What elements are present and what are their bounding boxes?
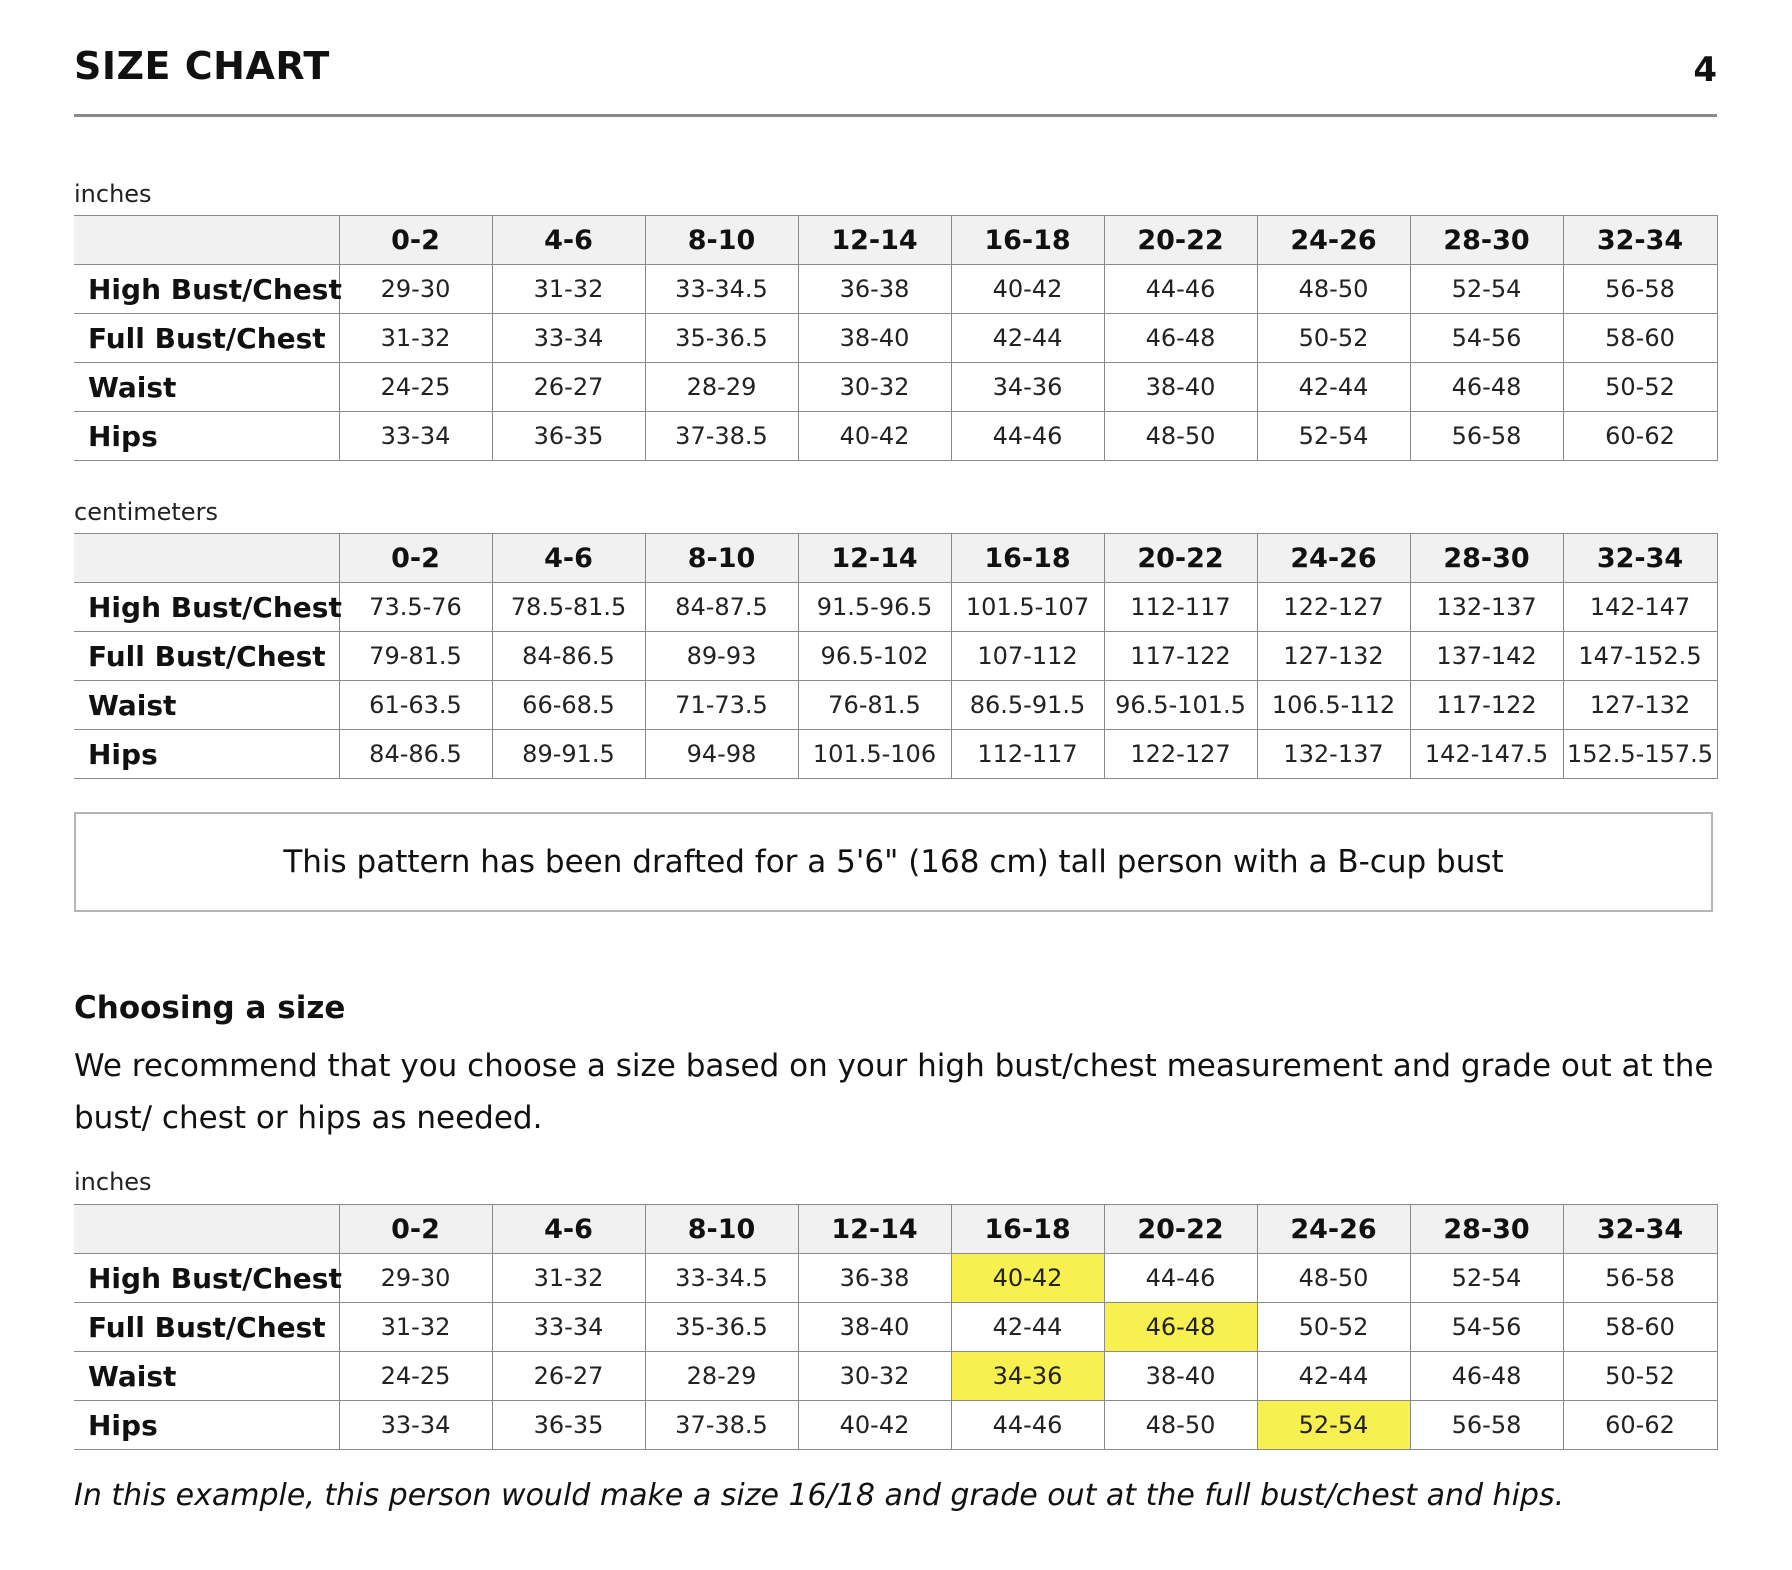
size-header: 4-6	[492, 534, 645, 583]
table-row	[74, 632, 1717, 681]
measurement-cell: 44-46	[951, 412, 1104, 461]
measurement-cell: 38-40	[1104, 1352, 1257, 1401]
measurement-cell: 52-54	[1410, 265, 1563, 314]
measurement-cell: 42-44	[951, 1303, 1104, 1352]
table-header-row	[74, 216, 1717, 265]
table-row	[74, 412, 1717, 461]
table-row	[74, 1401, 1717, 1450]
measurement-cell: 142-147	[1563, 583, 1717, 632]
table-row	[74, 314, 1717, 363]
table-corner-cell	[74, 216, 339, 265]
measurement-cell: 54-56	[1410, 314, 1563, 363]
table-row	[74, 681, 1717, 730]
measurement-cell: 36-38	[798, 265, 951, 314]
measurement-label: Waist	[74, 363, 339, 412]
measurement-cell: 152.5-157.5	[1563, 730, 1717, 779]
measurement-cell: 84-87.5	[645, 583, 798, 632]
measurement-cell: 31-32	[339, 1303, 492, 1352]
measurement-cell: 84-86.5	[492, 632, 645, 681]
size-header: 32-34	[1563, 1205, 1717, 1254]
measurement-cell: 33-34.5	[645, 1254, 798, 1303]
measurement-cell: 117-122	[1104, 632, 1257, 681]
size-header: 20-22	[1104, 1205, 1257, 1254]
measurement-cell: 76-81.5	[798, 681, 951, 730]
measurement-label: Full Bust/Chest	[74, 1303, 339, 1352]
size-header: 0-2	[339, 1205, 492, 1254]
size-header: 28-30	[1410, 216, 1563, 265]
measurement-cell: 42-44	[1257, 363, 1410, 412]
measurement-cell: 37-38.5	[645, 412, 798, 461]
measurement-cell: 52-54	[1410, 1254, 1563, 1303]
measurement-cell: 73.5-76	[339, 583, 492, 632]
size-table-inches	[74, 215, 1718, 461]
measurement-cell: 35-36.5	[645, 314, 798, 363]
measurement-cell: 29-30	[339, 265, 492, 314]
size-header: 12-14	[798, 1205, 951, 1254]
measurement-cell: 35-36.5	[645, 1303, 798, 1352]
measurement-cell: 44-46	[1104, 265, 1257, 314]
measurement-label: High Bust/Chest	[74, 1254, 339, 1303]
measurement-cell: 30-32	[798, 1352, 951, 1401]
measurement-cell: 31-32	[492, 1254, 645, 1303]
measurement-label: Hips	[74, 1401, 339, 1450]
measurement-cell: 37-38.5	[645, 1401, 798, 1450]
measurement-cell: 38-40	[1104, 363, 1257, 412]
unit-label-centimeters: centimeters	[74, 498, 218, 526]
measurement-cell: 127-132	[1257, 632, 1410, 681]
measurement-cell: 142-147.5	[1410, 730, 1563, 779]
measurement-cell: 33-34	[339, 412, 492, 461]
measurement-cell: 56-58	[1563, 1254, 1717, 1303]
highlighted-measurement-cell: 40-42	[951, 1254, 1104, 1303]
measurement-cell: 107-112	[951, 632, 1104, 681]
measurement-cell: 89-93	[645, 632, 798, 681]
size-header: 12-14	[798, 534, 951, 583]
measurement-cell: 36-38	[798, 1254, 951, 1303]
measurement-cell: 84-86.5	[339, 730, 492, 779]
table-row	[74, 265, 1717, 314]
size-header: 8-10	[645, 1205, 798, 1254]
measurement-cell: 137-142	[1410, 632, 1563, 681]
size-header: 16-18	[951, 216, 1104, 265]
measurement-cell: 46-48	[1410, 363, 1563, 412]
measurement-cell: 56-58	[1410, 412, 1563, 461]
measurement-cell: 89-91.5	[492, 730, 645, 779]
table-row	[74, 730, 1717, 779]
measurement-cell: 132-137	[1410, 583, 1563, 632]
measurement-label: High Bust/Chest	[74, 265, 339, 314]
measurement-cell: 54-56	[1410, 1303, 1563, 1352]
table-corner-cell	[74, 1205, 339, 1254]
measurement-cell: 33-34.5	[645, 265, 798, 314]
size-header: 12-14	[798, 216, 951, 265]
measurement-cell: 127-132	[1563, 681, 1717, 730]
measurement-cell: 40-42	[798, 412, 951, 461]
measurement-label: Full Bust/Chest	[74, 632, 339, 681]
measurement-cell: 48-50	[1257, 1254, 1410, 1303]
measurement-label: Waist	[74, 681, 339, 730]
size-table-example	[74, 1204, 1718, 1450]
measurement-cell: 112-117	[1104, 583, 1257, 632]
size-header: 20-22	[1104, 534, 1257, 583]
measurement-cell: 61-63.5	[339, 681, 492, 730]
measurement-label: Full Bust/Chest	[74, 314, 339, 363]
measurement-cell: 50-52	[1563, 363, 1717, 412]
measurement-cell: 101.5-107	[951, 583, 1104, 632]
measurement-cell: 30-32	[798, 363, 951, 412]
size-header: 4-6	[492, 216, 645, 265]
measurement-cell: 96.5-102	[798, 632, 951, 681]
measurement-cell: 50-52	[1257, 314, 1410, 363]
measurement-cell: 42-44	[951, 314, 1104, 363]
measurement-cell: 28-29	[645, 363, 798, 412]
page-title: SIZE CHART	[74, 44, 330, 88]
size-header: 4-6	[492, 1205, 645, 1254]
measurement-label: High Bust/Chest	[74, 583, 339, 632]
highlighted-measurement-cell: 52-54	[1257, 1401, 1410, 1450]
size-header: 0-2	[339, 534, 492, 583]
measurement-cell: 31-32	[492, 265, 645, 314]
measurement-cell: 46-48	[1104, 314, 1257, 363]
size-header: 20-22	[1104, 216, 1257, 265]
measurement-cell: 94-98	[645, 730, 798, 779]
measurement-cell: 60-62	[1563, 1401, 1717, 1450]
measurement-cell: 106.5-112	[1257, 681, 1410, 730]
measurement-cell: 40-42	[951, 265, 1104, 314]
measurement-cell: 71-73.5	[645, 681, 798, 730]
measurement-cell: 40-42	[798, 1401, 951, 1450]
table-corner-cell	[74, 534, 339, 583]
measurement-cell: 66-68.5	[492, 681, 645, 730]
size-table-centimeters	[74, 533, 1718, 779]
measurement-cell: 91.5-96.5	[798, 583, 951, 632]
page-header	[74, 40, 1717, 117]
unit-label-inches: inches	[74, 180, 152, 208]
measurement-cell: 44-46	[951, 1401, 1104, 1450]
measurement-cell: 50-52	[1563, 1352, 1717, 1401]
table-header-row	[74, 1205, 1717, 1254]
measurement-cell: 50-52	[1257, 1303, 1410, 1352]
measurement-cell: 36-35	[492, 1401, 645, 1450]
page-number: 4	[1693, 50, 1717, 90]
table-row	[74, 1352, 1717, 1401]
measurement-cell: 44-46	[1104, 1254, 1257, 1303]
table-row	[74, 1303, 1717, 1352]
unit-label-example: inches	[74, 1168, 152, 1196]
size-header: 32-34	[1563, 534, 1717, 583]
measurement-cell: 60-62	[1563, 412, 1717, 461]
measurement-cell: 48-50	[1104, 412, 1257, 461]
measurement-cell: 58-60	[1563, 1303, 1717, 1352]
table-header-row	[74, 534, 1717, 583]
size-header: 8-10	[645, 534, 798, 583]
measurement-label: Hips	[74, 412, 339, 461]
measurement-cell: 42-44	[1257, 1352, 1410, 1401]
drafting-note	[74, 812, 1713, 912]
measurement-cell: 38-40	[798, 314, 951, 363]
highlighted-measurement-cell: 46-48	[1104, 1303, 1257, 1352]
measurement-cell: 36-35	[492, 412, 645, 461]
size-header: 24-26	[1257, 1205, 1410, 1254]
size-header: 24-26	[1257, 534, 1410, 583]
measurement-cell: 24-25	[339, 1352, 492, 1401]
size-header: 32-34	[1563, 216, 1717, 265]
measurement-cell: 122-127	[1104, 730, 1257, 779]
drafting-note-text: This pattern has been drafted for a 5'6" (168 cm) tall person with a B-cup bust	[283, 844, 1504, 880]
measurement-cell: 33-34	[339, 1401, 492, 1450]
measurement-cell: 34-36	[951, 363, 1104, 412]
size-header: 28-30	[1410, 1205, 1563, 1254]
measurement-cell: 79-81.5	[339, 632, 492, 681]
measurement-cell: 56-58	[1563, 265, 1717, 314]
measurement-cell: 112-117	[951, 730, 1104, 779]
size-header: 0-2	[339, 216, 492, 265]
size-header: 28-30	[1410, 534, 1563, 583]
example-note: In this example, this person would make a size 16/18 and grade out at the full bust/chest and hips.	[74, 1478, 1565, 1513]
measurement-cell: 78.5-81.5	[492, 583, 645, 632]
size-header: 8-10	[645, 216, 798, 265]
measurement-cell: 101.5-106	[798, 730, 951, 779]
measurement-cell: 48-50	[1104, 1401, 1257, 1450]
measurement-cell: 33-34	[492, 1303, 645, 1352]
size-header: 16-18	[951, 534, 1104, 583]
measurement-cell: 58-60	[1563, 314, 1717, 363]
choosing-size-heading: Choosing a size	[74, 990, 346, 1026]
measurement-cell: 56-58	[1410, 1401, 1563, 1450]
measurement-cell: 48-50	[1257, 265, 1410, 314]
measurement-cell: 24-25	[339, 363, 492, 412]
measurement-cell: 86.5-91.5	[951, 681, 1104, 730]
measurement-cell: 96.5-101.5	[1104, 681, 1257, 730]
table-row	[74, 363, 1717, 412]
measurement-cell: 26-27	[492, 363, 645, 412]
measurement-cell: 28-29	[645, 1352, 798, 1401]
measurement-cell: 31-32	[339, 314, 492, 363]
measurement-label: Hips	[74, 730, 339, 779]
measurement-cell: 46-48	[1410, 1352, 1563, 1401]
measurement-cell: 122-127	[1257, 583, 1410, 632]
measurement-cell: 132-137	[1257, 730, 1410, 779]
measurement-cell: 33-34	[492, 314, 645, 363]
choosing-size-body: We recommend that you choose a size based on your high bust/chest measurement and grade out at the bust/ chest or hips as needed.	[74, 1048, 1714, 1136]
measurement-cell: 147-152.5	[1563, 632, 1717, 681]
measurement-cell: 29-30	[339, 1254, 492, 1303]
measurement-cell: 26-27	[492, 1352, 645, 1401]
highlighted-measurement-cell: 34-36	[951, 1352, 1104, 1401]
measurement-cell: 38-40	[798, 1303, 951, 1352]
size-header: 24-26	[1257, 216, 1410, 265]
size-header: 16-18	[951, 1205, 1104, 1254]
table-row	[74, 1254, 1717, 1303]
table-row	[74, 583, 1717, 632]
measurement-cell: 117-122	[1410, 681, 1563, 730]
measurement-label: Waist	[74, 1352, 339, 1401]
measurement-cell: 52-54	[1257, 412, 1410, 461]
